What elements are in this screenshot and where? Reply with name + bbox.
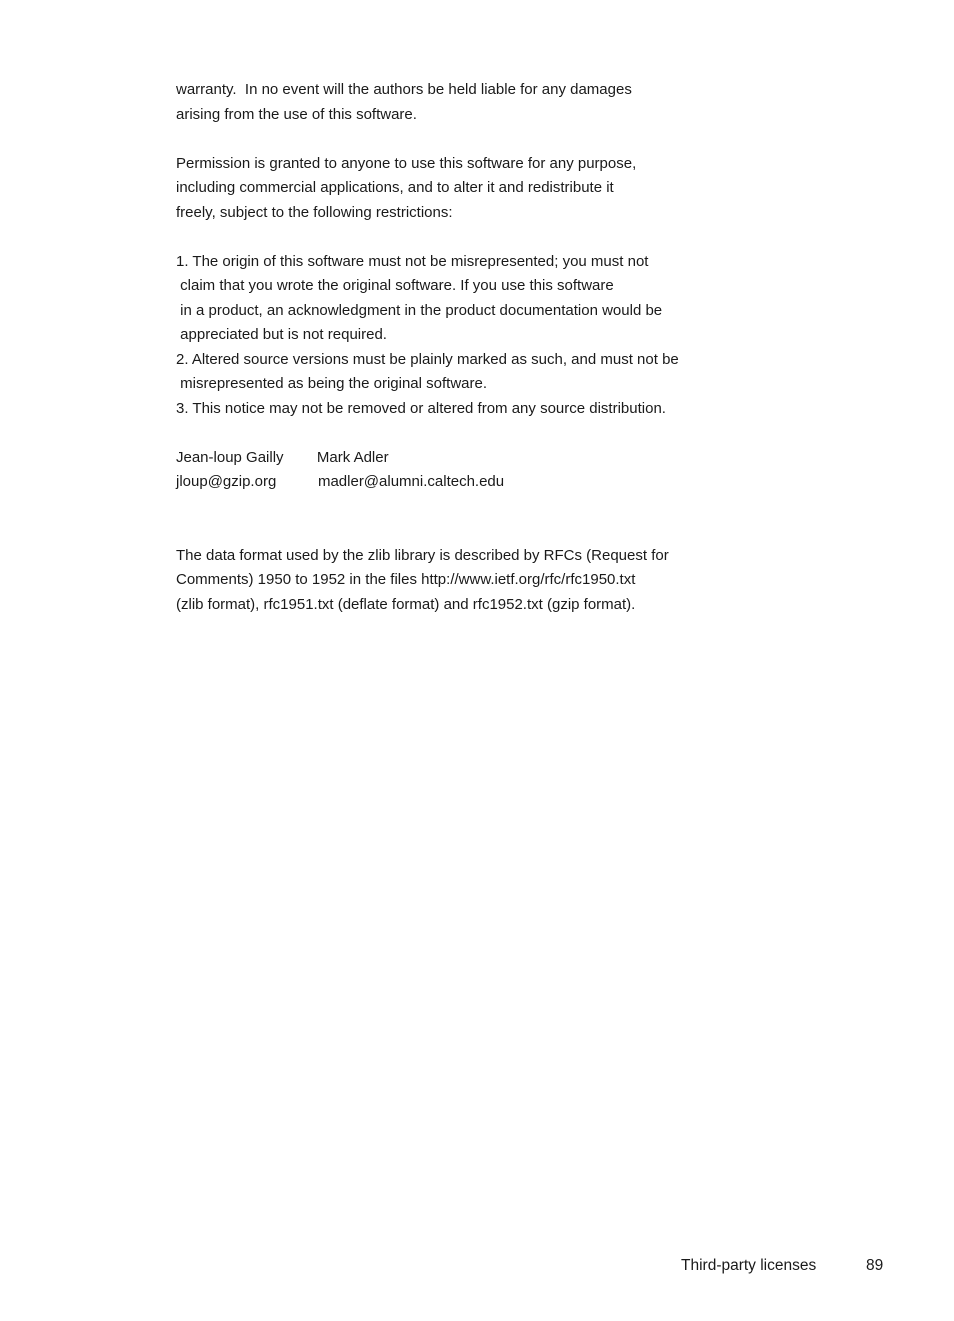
paragraph-spacer [176,225,776,250]
text-line: including commercial applications, and to alter it and redistribute it [176,179,614,196]
license-text-body [176,78,776,617]
authors-block [176,446,776,495]
paragraph-spacer [176,127,776,152]
text-line: Permission is granted to anyone to use this software for any purpose, [176,154,637,172]
text-line: Comments) 1950 to 1952 in the files http://www.ietf.org/rfc/rfc1950.txt [176,571,636,588]
paragraph-warranty [176,78,776,127]
paragraph-permission [176,152,776,226]
text-line: freely, subject to the following restrictions: [176,203,453,221]
paragraph-spacer [176,495,776,544]
text-line: The data format used by the zlib library is described by RFCs (Request for [176,546,669,564]
paragraph-spacer [176,421,776,446]
list-item-continuation: claim that you wrote the original software. If you use this software [176,277,614,294]
paragraph-data-format [176,544,776,618]
text-line: warranty. In no event will the authors be held liable for any damages [176,81,632,98]
list-item: 3. This notice may not be removed or altered from any source distribution. [176,399,666,417]
text-line: (zlib format), rfc1951.txt (deflate format) and rfc1952.txt (gzip format). [176,595,636,613]
author-emails: jloup@gzip.org madler@alumni.caltech.edu [176,473,505,490]
list-item-continuation: in a product, an acknowledgment in the product documentation would be [176,301,663,319]
footer-section-title: Third-party licenses [681,1257,817,1274]
list-item: 1. The origin of this software must not be misrepresented; you must not [176,252,649,270]
page-number: 89 [866,1257,884,1274]
list-item-continuation: appreciated but is not required. [176,326,387,343]
text-line: arising from the use of this software. [176,105,417,123]
list-item: 2. Altered source versions must be plainly marked as such, and must not be [176,350,679,368]
author-names: Jean-loup Gailly Mark Adler [176,448,389,466]
restrictions-list [176,250,776,422]
list-item-continuation: misrepresented as being the original software. [176,375,488,392]
